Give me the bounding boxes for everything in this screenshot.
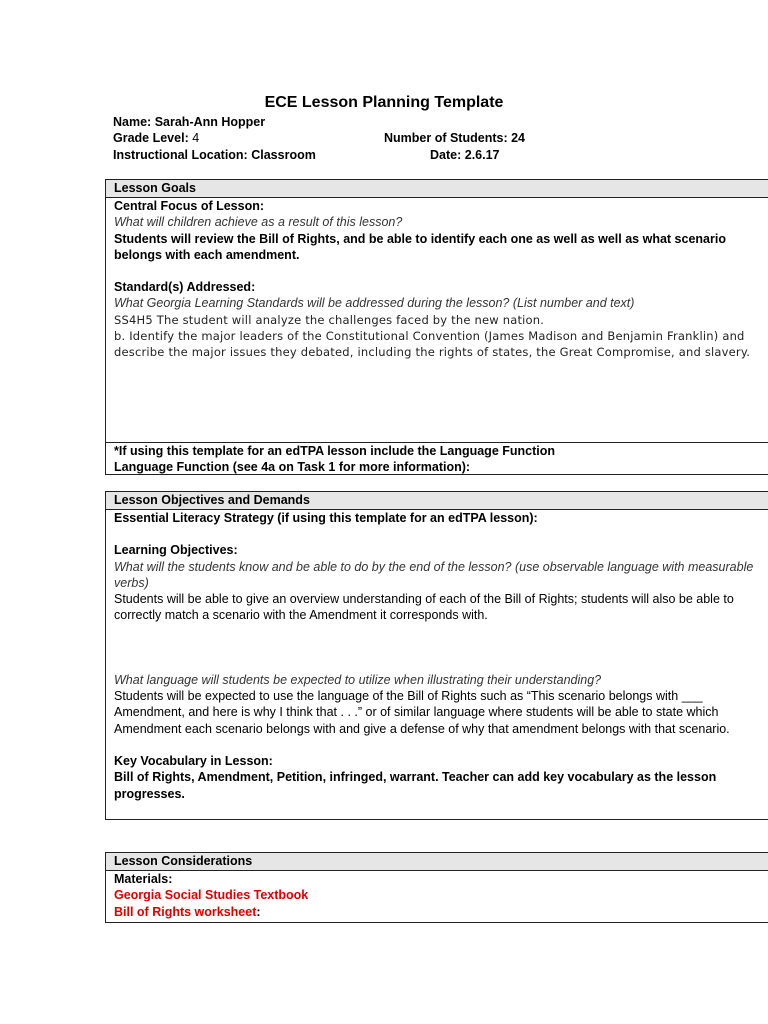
central-focus-answer-cont: belongs with each amendment. <box>114 247 300 262</box>
central-focus-label: Central Focus of Lesson: <box>114 199 265 213</box>
lesson-objectives-heading: Lesson Objectives and Demands <box>106 492 768 510</box>
date-value: 2.6.17 <box>464 148 500 162</box>
language-answer-end: Amendment each scenario belongs with and give a defense of why that amendment belongs with that scenario. <box>114 721 730 736</box>
material-textbook: Georgia Social Studies Textbook <box>114 888 309 903</box>
language-function-label: Language Function (see 4a on Task 1 for more information): <box>114 460 471 475</box>
literacy-strategy-label: Essential Literacy Strategy (if using this template for an edTPA lesson): <box>114 511 538 525</box>
name-row <box>113 114 265 130</box>
lesson-goals-heading: Lesson Goals <box>106 180 768 198</box>
material-worksheet-row <box>114 904 768 920</box>
grade-row <box>113 130 199 146</box>
date-row <box>430 147 500 163</box>
teacher-name: Sarah-Ann Hopper <box>154 115 266 129</box>
grade-value: 4 <box>192 131 200 145</box>
central-focus-answer: Students will review the Bill of Rights, and be able to identify each one as well as well as what scenario <box>114 231 726 246</box>
standards-text-b: b. Identify the major leaders of the Constitutional Convention (James Madison and Benjamin Franklin) and <box>114 329 745 344</box>
learning-objectives-prompt-cont: verbs) <box>114 575 149 590</box>
students-row <box>384 130 525 146</box>
students-label: Number of Students: <box>384 131 508 145</box>
students-value: 24 <box>511 131 525 145</box>
central-focus-prompt: What will children achieve as a result of this lesson? <box>114 215 403 230</box>
name-label: Name: <box>113 115 152 129</box>
standards-prompt: What Georgia Learning Standards will be addressed during the lesson? (List number and text) <box>114 296 635 311</box>
lesson-considerations-section <box>105 852 768 923</box>
learning-objectives-prompt: What will the students know and be able to do by the end of the lesson? (use observable language with measurable <box>114 559 754 574</box>
material-worksheet-colon: : <box>256 904 261 919</box>
language-answer-cont: Amendment, and here is why I think that . . .” or of similar language where students will be able to state which <box>114 705 719 720</box>
language-answer: Students will be expected to use the language of the Bill of Rights such as “This scenario belongs with ___ <box>114 689 703 704</box>
standards-text-b-cont: describe the major issues they debated, including the rights of states, the Great Compromise, and slavery. <box>114 345 751 360</box>
learning-objectives-answer: Students will be able to give an overview understanding of each of the Bill of Rights; students will also be able to <box>114 592 734 607</box>
standards-label: Standard(s) Addressed: <box>114 280 256 295</box>
location-row <box>113 147 316 163</box>
key-vocabulary-list-cont: progresses. <box>114 786 185 801</box>
date-label: Date: <box>430 148 462 162</box>
page-title: ECE Lesson Planning Template <box>264 94 504 111</box>
lesson-considerations-heading: Lesson Considerations <box>106 853 768 871</box>
key-vocabulary-label: Key Vocabulary in Lesson: <box>114 753 273 768</box>
lesson-goals-section <box>105 179 768 475</box>
standards-text: SS4H5 The student will analyze the challenges faced by the new nation. <box>114 312 545 327</box>
materials-label: Materials: <box>114 872 173 886</box>
key-vocabulary-list: Bill of Rights, Amendment, Petition, infringed, warrant. Teacher can add key vocabulary as the lesson <box>114 770 717 785</box>
location-label: Instructional Location: <box>113 148 248 162</box>
language-prompt: What language will students be expected to utilize when illustrating their understanding? <box>114 672 602 687</box>
lesson-objectives-section <box>105 491 768 820</box>
edtpa-note: *If using this template for an edTPA lesson include the Language Function <box>114 444 556 458</box>
learning-objectives-answer-cont: correctly match a scenario with the Amendment it corresponds with. <box>114 608 488 623</box>
grade-label: Grade Level: <box>113 131 189 145</box>
language-function-row <box>106 442 768 476</box>
learning-objectives-label: Learning Objectives: <box>114 543 238 558</box>
location-value: Classroom <box>251 148 316 162</box>
material-worksheet: Bill of Rights worksheet <box>114 904 257 919</box>
